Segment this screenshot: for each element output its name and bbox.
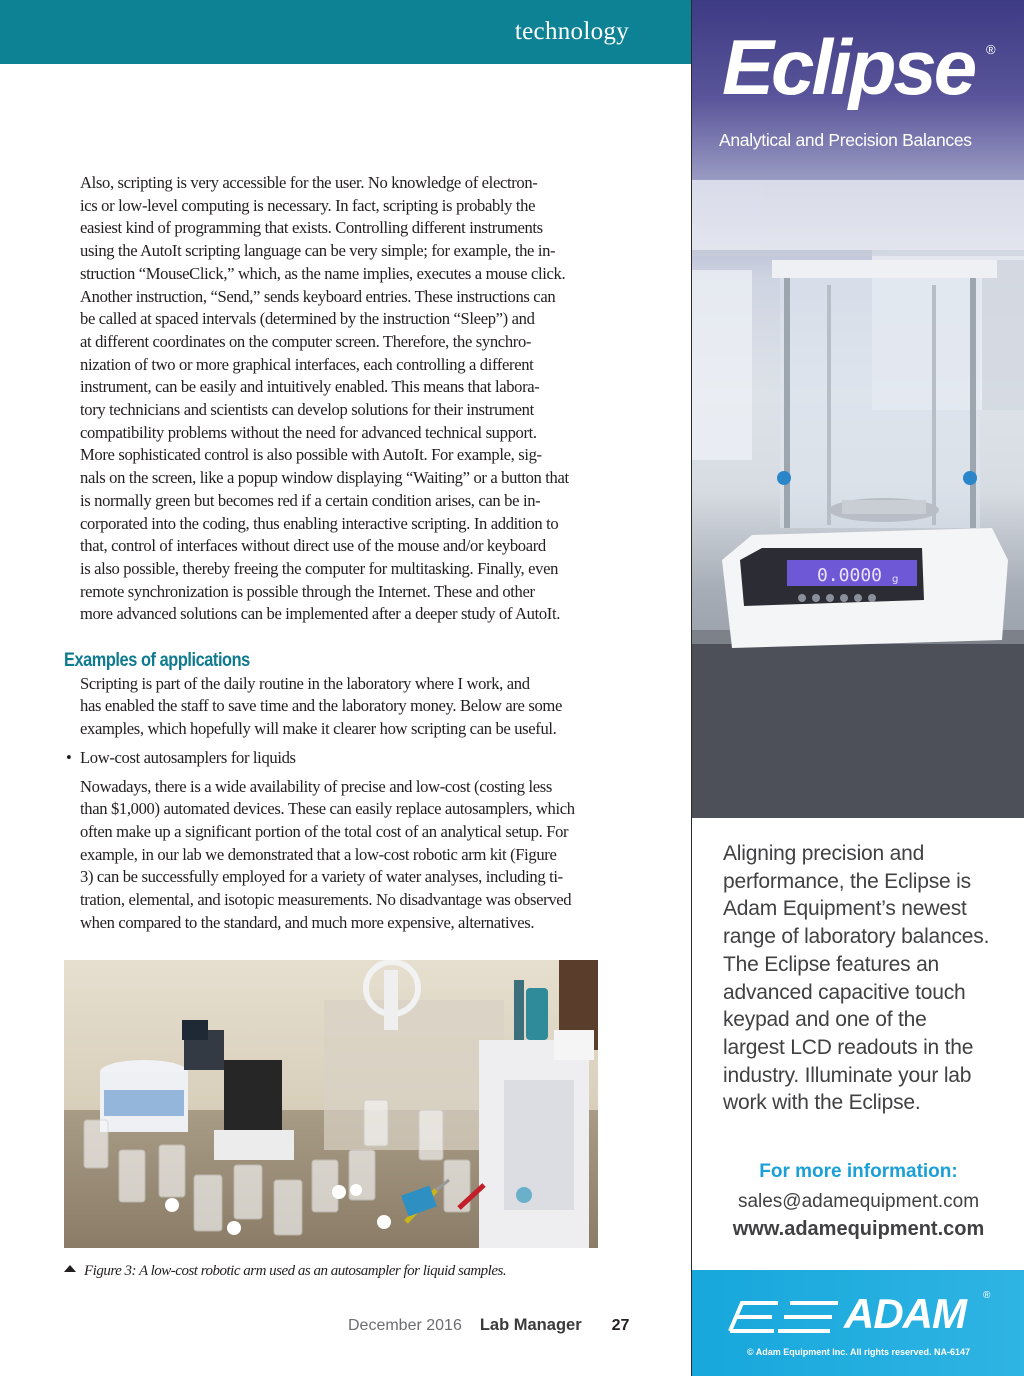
article-body [64, 172, 598, 935]
ad-copy-line: industry. Illuminate your lab [723, 1063, 972, 1087]
text-line: More sophisticated control is also possible with AutoIt. For example, sig- [80, 445, 542, 465]
text-line: example, in our lab we demonstrated that a low-cost robotic arm kit (Figure [80, 844, 557, 864]
eclipse-logo: Eclipse [722, 23, 975, 111]
ad-website-link[interactable]: www.adamequipment.com [732, 1218, 985, 1240]
article-paragraph [64, 673, 598, 741]
text-line: compatibility problems without the need for advanced technical support. [80, 422, 537, 442]
text-line: struction “MouseClick,” which, as the name implies, executes a mouse click. [80, 263, 566, 283]
folio-magazine: Lab Manager [479, 1316, 582, 1334]
text-line: tory technicians and scientists can develop solutions for their instrument [80, 400, 534, 420]
ad-tagline: Analytical and Precision Balances [719, 130, 972, 150]
ad-hero [692, 0, 1024, 818]
ad-copy-line: keypad and one of the [723, 1008, 927, 1032]
text-line: be called at spaced intervals (determined by the instruction “Sleep”) and [80, 309, 535, 329]
text-line: when compared to the standard, and much more expensive, alternatives. [80, 912, 535, 932]
text-line: than $1,000) automated devices. These can easily replace autosamplers, which [80, 799, 575, 819]
ad-copy-line: work with the Eclipse. [723, 1091, 921, 1115]
adam-ae-logo-icon [726, 1299, 846, 1335]
ad-info-heading: For more information: [759, 1161, 958, 1182]
text-line: often make up a significant portion of the total cost of an analytical setup. For [80, 821, 569, 841]
ad-copy-line: advanced capacitive touch [723, 980, 966, 1004]
text-line: using the AutoIt scripting language can be very simple; for example, the in- [80, 241, 556, 261]
figure-caption [64, 1263, 506, 1280]
figure-photo [64, 960, 598, 1248]
bullet-text: Low-cost autosamplers for liquids [80, 747, 296, 767]
text-line: examples, which hopefully will make it clearer how scripting can be useful. [80, 719, 557, 739]
folio-date: December 2016 [348, 1317, 462, 1334]
text-line: corporated into the coding, thus enabling interactive scripting. In addition to [80, 513, 559, 533]
article-paragraph [64, 444, 598, 626]
folio-page-number: 27 [611, 1317, 630, 1334]
text-line: tration, elemental, and isotopic measurements. No disadvantage was observed [80, 890, 572, 910]
ad-copy-line: largest LCD readouts in the [723, 1035, 974, 1059]
section-subheading: Examples of applications [64, 650, 250, 672]
ad-copy-line: Aligning precision and [723, 842, 925, 865]
balance-readout: 0.0000 [816, 565, 882, 586]
article-paragraph [64, 776, 598, 935]
bullet-item [64, 747, 598, 770]
text-line: nals on the screen, like a popup window displaying “Waiting” or a button that [80, 468, 569, 488]
brand-registered-mark: ® [983, 1290, 991, 1301]
registered-mark: ® [986, 42, 996, 57]
advertisement [691, 0, 1024, 1376]
text-line: that, control of interfaces without direct use of the mouse and/or keyboard [80, 536, 546, 556]
text-line: 3) can be successfully employed for a variety of water analyses, including ti- [80, 867, 563, 887]
text-line: has enabled the staff to save time and the laboratory money. Below are some [80, 696, 562, 716]
text-line: remote synchronization is possible through the Internet. These and other [80, 581, 535, 601]
section-banner [0, 0, 691, 64]
balance-product-photo [692, 0, 1024, 818]
ad-copy-line: Adam Equipment’s newest [723, 897, 967, 921]
bullet-dot: • [66, 747, 72, 767]
text-line: more advanced solutions can be implemented after a deeper study of AutoIt. [80, 604, 561, 624]
text-line: Nowadays, there is a wide availability of precise and low-cost (costing less [80, 776, 552, 796]
text-line: Also, scripting is very accessible for the user. No knowledge of electron- [80, 173, 538, 192]
ad-copy [723, 840, 1018, 1117]
text-line: instrument, can be easily and intuitively enabled. This means that labora- [80, 377, 540, 397]
ad-copyright: © Adam Equipment Inc. All rights reserved. NA-6147 [746, 1347, 971, 1357]
ad-copy-line: performance, the Eclipse is [723, 869, 971, 893]
section-label: technology [514, 18, 629, 45]
ad-footer-bar [692, 1270, 1024, 1376]
page-folio [348, 1316, 629, 1335]
balance-unit: g [892, 574, 899, 585]
text-line: Scripting is part of the daily routine in the laboratory where I work, and [80, 673, 530, 693]
text-line: nization of two or more graphical interfaces, each controlling a different [80, 354, 534, 374]
caption-text: Figure 3: A low-cost robotic arm used as an autosampler for liquid samples. [84, 1263, 507, 1279]
ad-copy-line: range of laboratory balances. [723, 925, 990, 949]
text-line: Another instruction, “Send,” sends keyboard entries. These instructions can [80, 286, 556, 306]
ad-email-link[interactable]: sales@adamequipment.com [737, 1191, 980, 1212]
adam-brand-name: ADAM [844, 1290, 966, 1337]
ad-copy-line: The Eclipse features an [723, 952, 940, 976]
text-line: easiest kind of programming that exists. Controlling different instruments [80, 218, 543, 238]
text-line: at different coordinates on the computer screen. Therefore, the synchro- [80, 331, 532, 351]
text-line: ics or low-level computing is necessary. In fact, scripting is probably the [80, 195, 536, 215]
text-line: is normally green but becomes red if a certain condition arises, can be in- [80, 490, 541, 510]
lab-bench-photo [64, 960, 598, 1248]
caption-arrow-icon [64, 1265, 76, 1272]
text-line: is also possible, thereby freeing the computer for multitasking. Finally, even [80, 558, 559, 578]
article-paragraph [64, 172, 598, 444]
